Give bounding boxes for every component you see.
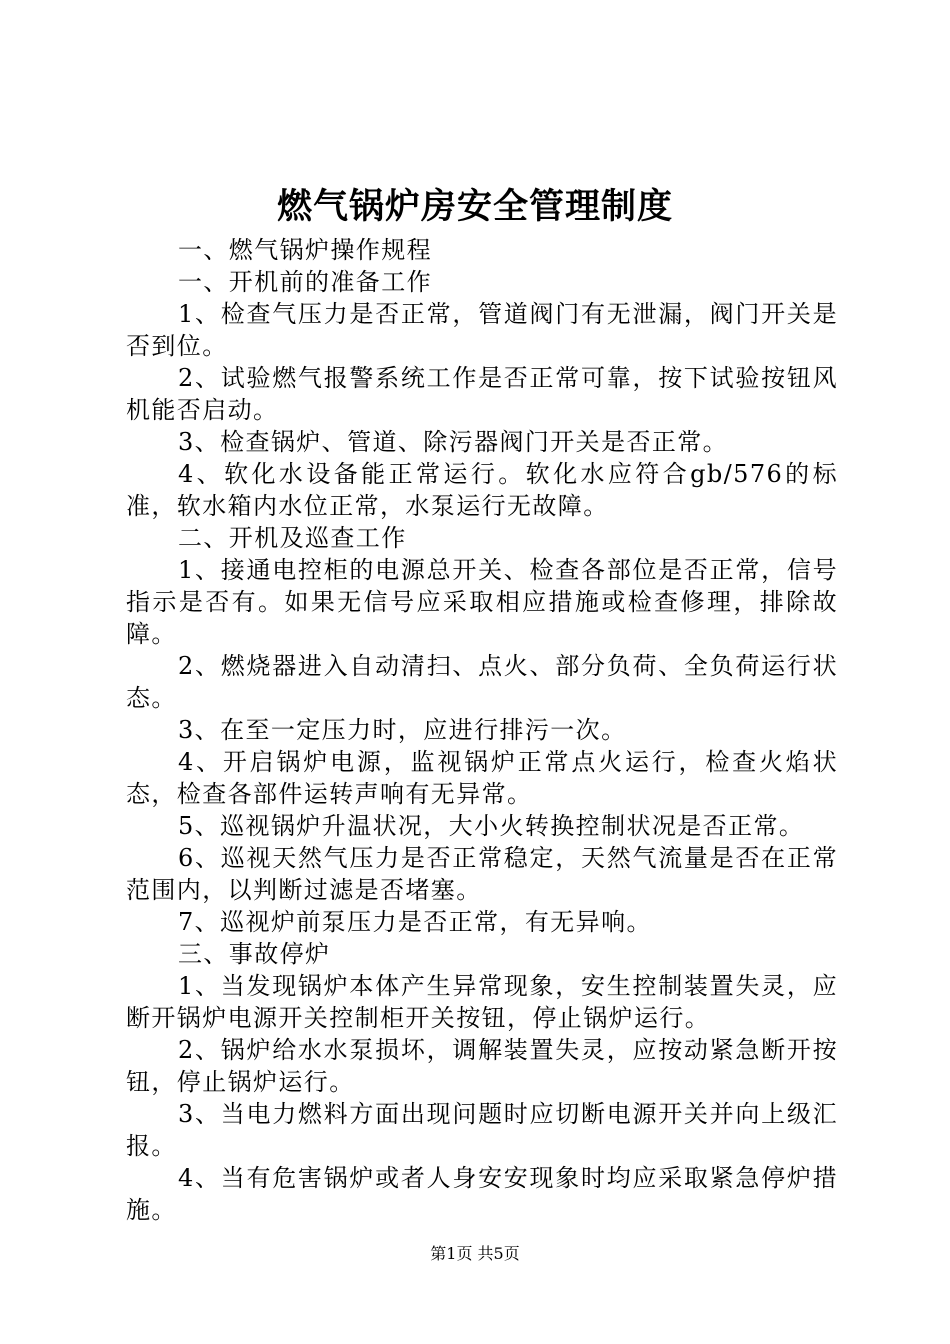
page-number: 第1页 [430, 1244, 473, 1263]
subsection-heading: 三、事故停炉 [178, 940, 331, 968]
document-title: 燃气锅炉房安全管理制度 [276, 186, 673, 227]
paragraph: 4、软化水设备能正常运行。软化水应符合gb/576的标准，软水箱内水位正常，水泵运行无故障。 [126, 460, 838, 520]
paragraph: 6、巡视天然气压力是否正常稳定，天然气流量是否在正常范围内，以判断过滤是否堵塞。 [126, 844, 838, 904]
page-footer [0, 1242, 950, 1266]
page-total: 共5页 [477, 1244, 520, 1263]
paragraph: 2、燃烧器进入自动清扫、点火、部分负荷、全负荷运行状态。 [126, 652, 838, 712]
paragraph: 1、接通电控柜的电源总开关、检查各部位是否正常，信号指示是否有。如果无信号应采取相应措施或检查修理，排除故障。 [126, 556, 838, 648]
paragraph: 2、锅炉给水水泵损坏，调解装置失灵，应按动紧急断开按钮，停止锅炉运行。 [126, 1036, 838, 1096]
subsection-heading: 二、开机及巡查工作 [178, 524, 407, 552]
paragraph: 1、当发现锅炉本体产生异常现象，安生控制装置失灵，应断开锅炉电源开关控制柜开关按钮，停止锅炉运行。 [126, 972, 838, 1032]
subsection-heading: 一、开机前的准备工作 [178, 268, 432, 296]
paragraph: 4、开启锅炉电源，监视锅炉正常点火运行，检查火焰状态，检查各部件运转声响有无异常。 [126, 748, 838, 808]
paragraph: 3、检查锅炉、管道、除污器阀门开关是否正常。 [178, 428, 729, 456]
paragraph: 5、巡视锅炉升温状况，大小火转换控制状况是否正常。 [178, 812, 805, 840]
paragraph: 2、试验燃气报警系统工作是否正常可靠，按下试验按钮风机能否启动。 [126, 364, 838, 424]
paragraph: 4、当有危害锅炉或者人身安安现象时均应采取紧急停炉措施。 [126, 1164, 838, 1224]
section-heading: 一、燃气锅炉操作规程 [178, 236, 432, 264]
document-body [126, 234, 838, 1226]
paragraph: 3、在至一定压力时，应进行排污一次。 [178, 716, 627, 744]
paragraph: 3、当电力燃料方面出现问题时应切断电源开关并向上级汇报。 [126, 1100, 838, 1160]
paragraph: 7、巡视炉前泵压力是否正常，有无异响。 [178, 908, 652, 936]
paragraph: 1、检查气压力是否正常，管道阀门有无泄漏，阀门开关是否到位。 [126, 300, 838, 360]
